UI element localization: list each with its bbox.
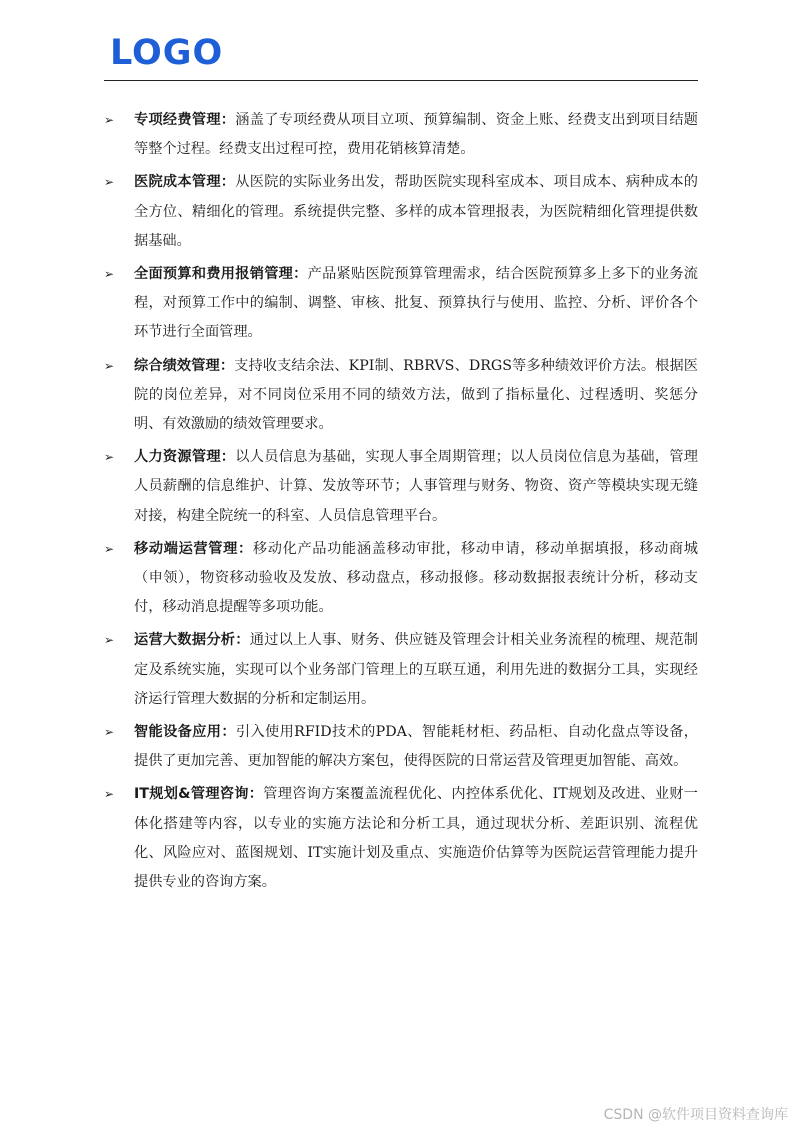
item-text: 从医院的实际业务出发，帮助医院实现科室成本、项目成本、病种成本的全方位、精细化的管理。系统提供完整、多样的成本管理报表，为医院精细化管理提供数据基础。 [134,174,698,249]
arrow-bullet-icon: ➢ [104,725,115,740]
arrow-bullet-icon: ➢ [104,175,115,190]
item-title: 移动端运营管理： [134,540,253,557]
arrow-bullet-icon: ➢ [104,358,115,373]
arrow-bullet-icon: ➢ [104,113,115,127]
item-text: 移动化产品功能涵盖移动审批，移动申请，移动单据填报，移动商城（申领），物资移动验收及发放、移动盘点，移动报修。移动数据报表统计分析，移动支付，移动消息提醒等多项功能。 [134,540,698,616]
item-title: 专项经费管理： [134,112,236,128]
list-item [104,106,698,164]
item-text: 产品紧贴医院预算管理需求，结合医院预算多上多下的业务流程，对预算工作中的编制、调整、审核、批复、预算执行与使用、监控、分析、评价各个环节进行全面管理。 [134,266,698,341]
arrow-bullet-icon: ➢ [104,633,115,648]
list-item [104,260,698,348]
item-title: 综合绩效管理： [134,357,235,374]
item-text: 涵盖了专项经费从项目立项、预算编制、资金上账、经费支出到项目结题等整个过程。经费支出过程可控，费用花销核算清楚。 [134,112,698,158]
item-title: 全面预算和费用报销管理： [134,266,308,283]
list-item [104,718,698,776]
list-item [104,626,698,714]
header-divider [104,80,698,81]
item-title: 运营大数据分析： [134,632,250,649]
item-title: 智能设备应用： [134,724,236,741]
arrow-bullet-icon: ➢ [104,541,115,556]
item-text: 支持收支结余法、KPI制、RBRVS、DRGS等多种绩效评价方法。根据医院的岗位差异，对不同岗位采用不同的绩效方法，做到了指标量化、过程透明、奖惩分明、有效激励的绩效管理要求。 [134,357,698,433]
list-item [104,780,698,897]
item-title: 人力资源管理： [134,449,236,466]
item-title: IT规划&管理咨询： [134,786,264,803]
item-text: 通过以上人事、财务、供应链及管理会计相关业务流程的梳理、规范制定及系统实施，实现可以个业务部门管理上的互联互通，利用先进的数据分工具，实现经济运行管理大数据的分析和定制运用。 [134,632,698,707]
item-text: 引入使用RFID技术的PDA、智能耗材柜、药品柜、自动化盘点等设备，提供了更加完善、更加智能的解决方案包，使得医院的日常运营及管理更加智能、高效。 [134,724,698,770]
list-item [104,443,698,531]
list-item [104,535,698,623]
logo: LOGO [110,33,224,73]
item-text: 管理咨询方案覆盖流程优化、内控体系优化、IT规划及改进、业财一体化搭建等内容，以专业的实施方法论和分析工具，通过现状分析、差距识别、流程优化、风险应对、蓝图规划、IT实施计划及重点、实施造价估算等为医院运营管理能力提升提供专业的咨询方案。 [134,786,698,891]
list-item [104,168,698,256]
arrow-bullet-icon: ➢ [104,787,115,802]
item-text: 以人员信息为基础，实现人事全周期管理；以人员岗位信息为基础，管理人员薪酬的信息维护、计算、发放等环节；人事管理与财务、物资、资产等模块实现无缝对接，构建全院统一的科室、人员信息管理平台。 [134,449,698,524]
arrow-bullet-icon: ➢ [104,450,115,465]
item-title: 医院成本管理： [134,174,236,191]
feature-list [104,106,698,901]
arrow-bullet-icon: ➢ [104,267,115,282]
list-item [104,352,698,440]
watermark: CSDN @软件项目资料查询库 [603,1107,788,1123]
